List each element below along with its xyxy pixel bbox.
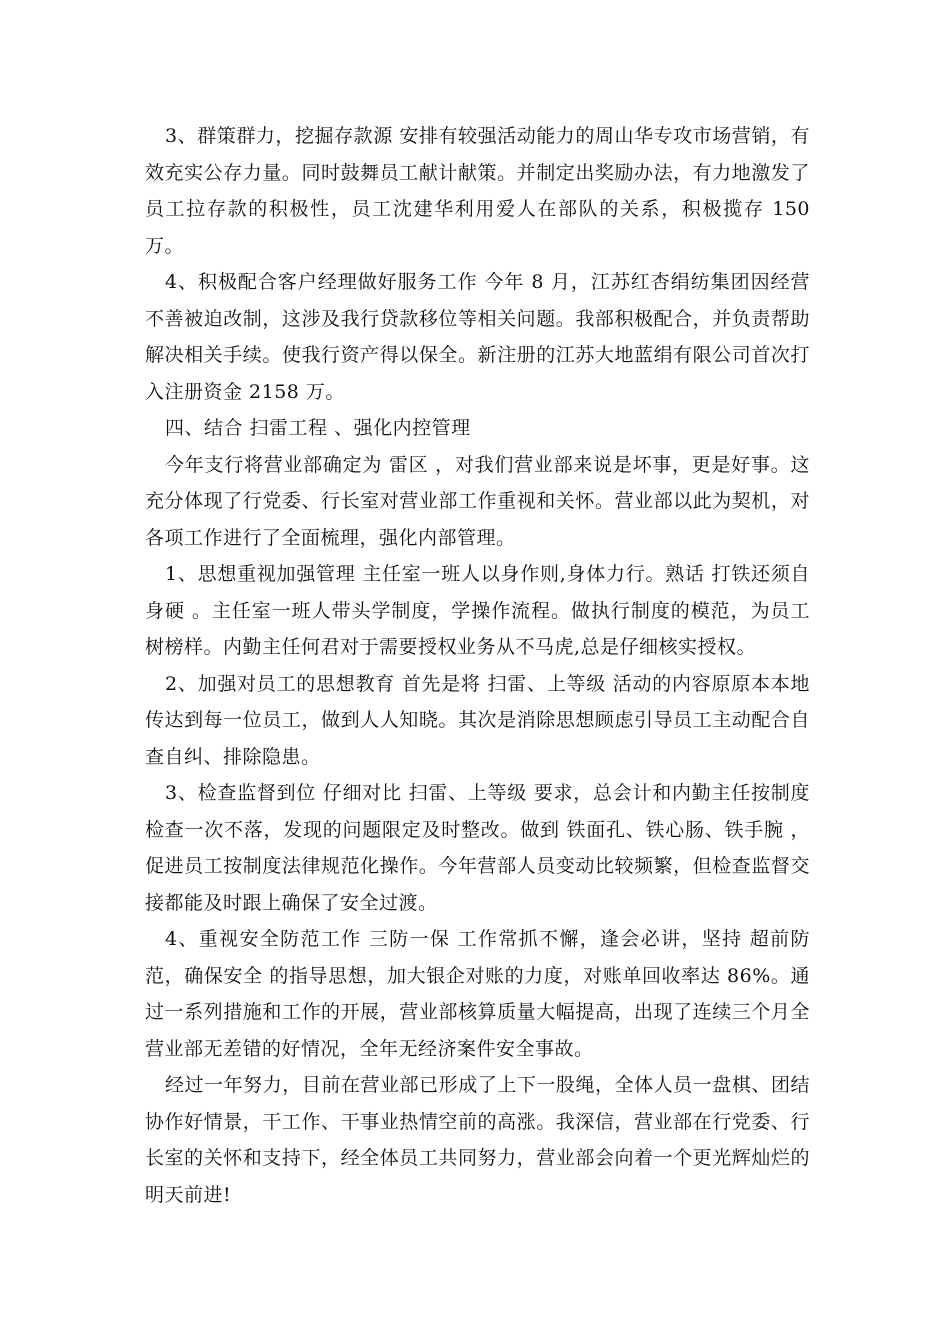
section-heading-internal-control: 四、结合 扫雷工程 、强化内控管理 <box>165 417 471 439</box>
paragraph-inspection-supervision: 3、检查监督到位 仔细对比 扫雷、上等级 要求，总会计和内勤主任按制度检查一次不落，发现的问题限定及时整改。做到 铁面孔、铁心肠、铁手腕 ，促进员工按制度法律规范化操作。今年营部人员变动比较频繁，但检查监督交接都能及时跟上确保了安全过渡。 <box>145 782 810 914</box>
paragraph-security-prevention: 4、重视安全防范工作 三防一保 工作常抓不懈，逢会必讲，坚持 超前防范，确保安全 的指导思想，加大银企对账的力度，对账单回收率达 86%。通过一系列措施和工作的开展，营业部核算质量大幅提高，出现了连续三个月全营业部无差错的好情况，全年无经济案件安全事故。 <box>145 928 810 1060</box>
paragraph-conclusion: 经过一年努力，目前在营业部已形成了上下一股绳，全体人员一盘棋、团结协作好情景，干工作、干事业热情空前的高涨。我深信，营业部在行党委、行长室的关怀和支持下，经全体员工共同努力，营业部会向着一个更光辉灿烂的明天前进! <box>145 1074 810 1206</box>
paragraph-client-manager-support: 4、积极配合客户经理做好服务工作 今年 8 月，江苏红杏绢纺集团因经营不善被迫改制，这涉及我行贷款移位等相关问题。我部积极配合，并负责帮助解决相关手续。使我行资产得以保全。新注册的江苏大地蓝绢有限公司首次打入注册资金 2158 万。 <box>145 271 810 403</box>
paragraph-management-emphasis: 1、思想重视加强管理 主任室一班人以身作则,身体力行。熟话 打铁还须自身硬 。主任室一班人带头学制度，学操作流程。做执行制度的模范，为员工树榜样。内勤主任何君对于需要授权业务从不马虎,总是仔细核实授权。 <box>145 563 810 658</box>
paragraph-deposit-mobilization: 3、群策群力，挖掘存款源 安排有较强活动能力的周山华专攻市场营销，有效充实公存力量。同时鼓舞员工献计献策。并制定出奖励办法，有力地激发了员工拉存款的积极性，员工沈建华利用爱人在部队的关系，积极揽存 150 万。 <box>145 125 810 257</box>
paragraph-risk-zone-intro: 今年支行将营业部确定为 雷区 ，对我们营业部来说是坏事，更是好事。这充分体现了行党委、行长室对营业部工作重视和关怀。营业部以此为契机，对各项工作进行了全面梳理，强化内部管理。 <box>145 453 810 549</box>
document-body <box>145 118 810 1213</box>
paragraph-staff-education: 2、加强对员工的思想教育 首先是将 扫雷、上等级 活动的内容原原本本地传达到每一位员工，做到人人知晓。其次是消除思想顾虑引导员工主动配合自查自纠、排除隐患。 <box>145 672 810 768</box>
